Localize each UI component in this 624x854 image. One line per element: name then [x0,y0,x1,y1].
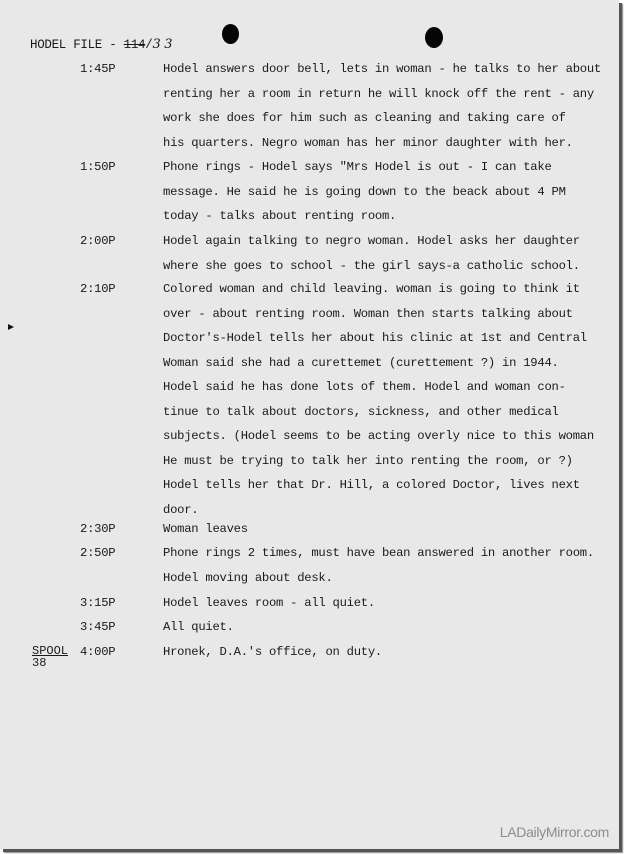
spool-marker [32,645,68,669]
text-line: Woman leaves [163,522,248,536]
text-line: today - talks about renting room. [163,209,397,223]
entry-time: 4:00P [80,645,116,659]
spool-number: 38 [32,656,47,670]
entry-text [163,62,623,160]
entry-time: 2:10P [80,282,116,296]
entry-time: 3:45P [80,620,116,634]
text-line: tinue to talk about doctors, sickness, and other medical [163,404,559,419]
entry-text [163,234,623,283]
spool-label: SPOOL [32,644,69,658]
text-line: subjects. (Hodel seems to be acting overly nice to this woman [163,429,594,443]
header-prefix: HODEL FILE - [30,38,124,52]
entry-text [163,596,623,621]
text-line: over - about renting room. Woman then starts talking about [163,306,573,321]
text-line: Woman said she had a curettemet (curettement ?) in 1944. [163,355,559,370]
text-line: Hronek, D.A.'s office, on duty. [163,645,382,659]
text-line: his quarters. Negro woman has her minor daughter with her. [163,135,573,150]
entry-time: 2:00P [80,234,116,248]
file-header [30,37,172,52]
entry-text [163,546,623,595]
entry-text [163,645,623,670]
text-line: Hodel again talking to negro woman. Hodel asks her daughter [163,234,580,248]
text-line: Hodel leaves room - all quiet. [163,596,375,610]
text-line: Phone rings - Hodel says "Mrs Hodel is out - I can take [163,160,552,174]
text-line: where she goes to school - the girl says-a catholic school. [163,258,580,273]
text-line: Hodel tells her that Dr. Hill, a colored Doctor, lives next [163,478,580,492]
text-line: Hodel answers door bell, lets in woman - he talks to her about [163,62,601,76]
text-line: Phone rings 2 times, must have bean answered in another room. [163,546,594,560]
text-line: Hodel said he has done lots of them. Hodel and woman con- [163,380,566,394]
punch-hole [425,27,443,48]
header-separator: / [145,38,153,52]
entry-time: 2:30P [80,522,116,536]
entry-time: 2:50P [80,546,116,560]
entry-time: 1:45P [80,62,116,76]
text-line: Hodel moving about desk. [163,570,333,585]
text-line: renting her a room in return he will knock off the rent - any [163,86,594,101]
struck-file-number: 114 [123,38,146,52]
entry-time: 1:50P [80,160,116,174]
text-line: message. He said he is going down to the beack about 4 PM [163,184,566,199]
text-line: work she does for him such as cleaning and taking care of [163,111,566,125]
punch-hole [222,24,239,44]
handwritten-file-number: 3 3 [152,37,173,52]
entry-time: 3:15P [80,596,116,610]
entry-text [163,160,623,234]
text-line: Colored woman and child leaving. woman is going to think it [163,282,580,296]
watermark: LADailyMirror.com [499,824,609,840]
text-line: door. [163,502,199,517]
text-line: Doctor's-Hodel tells her about his clinic at 1st and Central [163,331,587,345]
entry-text [163,282,623,527]
margin-arrow-mark [8,324,14,330]
entry-text [163,522,623,547]
text-line: He must be trying to talk her into renting the room, or ?) [163,453,573,468]
text-line: All quiet. [163,620,234,634]
entry-text [163,620,623,645]
